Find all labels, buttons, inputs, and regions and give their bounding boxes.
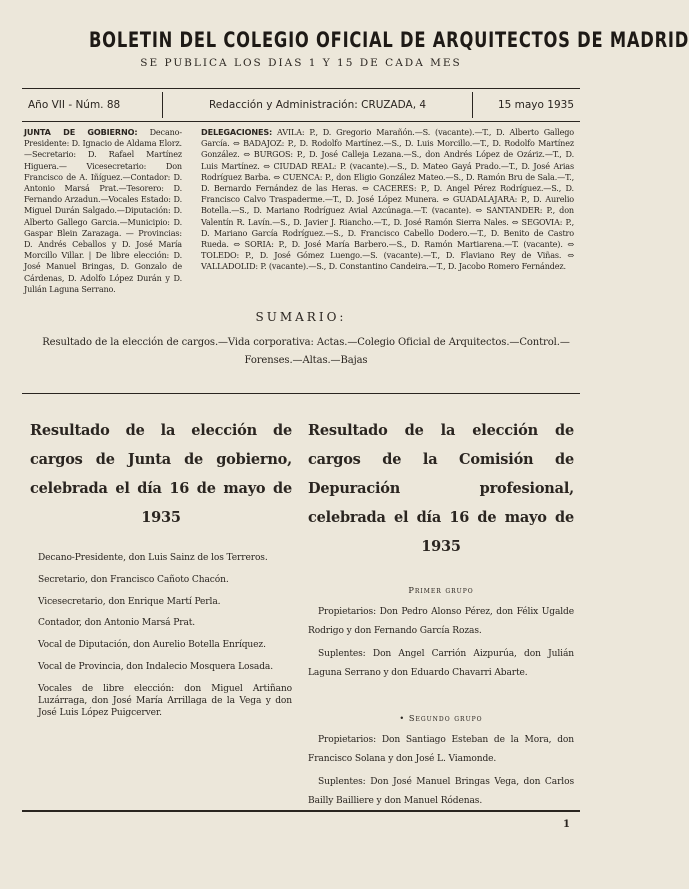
article-title: Resultado de la elección de cargos de Junta de gobierno, celebrada el día 16 de mayo de 1935 xyxy=(30,422,292,526)
delegaciones xyxy=(201,127,574,273)
info-bottom-rule xyxy=(22,121,580,122)
group-suplentes: Suplentes: Don José Manuel Bringas Vega, don Carlos Bailly Bailliere y don Manuel Ródenas. xyxy=(308,777,574,806)
list-item: Vicesecretario, don Enrique Martí Perla. xyxy=(38,596,221,607)
masthead xyxy=(22,28,689,69)
delegaciones-heading: DELEGACIONES: xyxy=(201,127,273,137)
top-rule xyxy=(22,88,580,89)
junta-de-gobierno xyxy=(24,127,182,295)
junta-election-article xyxy=(30,416,292,729)
article-title: Resultado de la elección de cargos de la Comisión de Depuración profesional, celebrada el día 16 de mayo de 1935 xyxy=(308,422,574,555)
issue-info-row xyxy=(22,92,580,118)
list-item: Vocales de libre elección: don Miguel Artiñano Luzárraga, don José María Arrillaga de la Vega y don José Luis López Puigcerver. xyxy=(38,683,292,718)
section-rule xyxy=(22,393,580,394)
group-heading: • Segundo grupo xyxy=(399,713,483,723)
group-propietarios: Propietarios: Don Santiago Esteban de la Mora, don Francisco Solana y don José L. Viamonde. xyxy=(308,735,574,764)
depuracion-election-article xyxy=(308,416,574,815)
group-propietarios: Propietarios: Don Pedro Alonso Pérez, don Félix Ugalde Rodrigo y don Fernando García Rozas. xyxy=(308,607,574,636)
list-item: Contador, don Antonio Marsá Prat. xyxy=(38,618,196,629)
group-heading: Primer grupo xyxy=(408,585,474,595)
junta-text: Decano-Presidente: D. Ignacio de Aldama Elorz.—Secretario: D. Rafael Martínez Higuera.— Vicesecretario: Don Francisco de A. Iñíguez.—Contador: D. Antonio Marsá Prat.—Tesorero: D. Fernando Arzadun.—Vocales Estado: D. Miguel Durán Salgado.—Diputación: D. Alberto Gallego Garcia.—Municipio: D. Gaspar Blein Zarazaga. — Provincias: D. Andrés Ceballos y D. José María Morcillo Villar. | De libre elección: D. José Manuel Bringas, D. Gonzalo de Cárdenas, D. Adolfo López Durán y D. Julián Laguna Serrano. xyxy=(24,127,182,294)
publication-subtitle: SE PUBLICA LOS DIAS 1 Y 15 DE CADA MES xyxy=(140,57,462,69)
sumario-title: SUMARIO: xyxy=(255,310,347,324)
group-suplentes: Suplentes: Don Angel Carrión Aizpurúa, don Julián Laguna Serrano y don Eduardo Chavarri Abarte. xyxy=(308,649,574,678)
junta-heading: JUNTA DE GOBIERNO: xyxy=(24,127,138,137)
issue-date: 15 mayo 1935 xyxy=(497,99,574,111)
list-item: Vocal de Provincia, don Indalecio Mosquera Losada. xyxy=(38,661,273,672)
editorial-address: Redacción y Administración: CRUZADA, 4 xyxy=(208,99,427,111)
officer-list xyxy=(30,552,292,719)
footer-rule xyxy=(22,810,580,812)
list-item: Decano-Presidente, don Luis Sainz de los Terreros. xyxy=(38,553,268,563)
list-item: Secretario, don Francisco Cañoto Chacón. xyxy=(38,574,229,585)
publication-title: BOLETIN DEL COLEGIO OFICIAL DE ARQUITECTOS DE MADRID xyxy=(88,28,689,53)
issue-number: Año VII - Núm. 88 xyxy=(28,99,121,111)
sumario-text: Resultado de la elección de cargos.—Vida corporativa: Actas.—Colegio Oficial de Arquitectos.—Control.—Forenses.—Altas.—Bajas xyxy=(42,337,570,366)
list-item: Vocal de Diputación, don Aurelio Botella Enríquez. xyxy=(38,640,266,651)
page-number: 1 xyxy=(563,819,570,830)
delegaciones-text: AVILA: P., D. Gregorio Marañón.—S. (vacante).—T., D. Alberto Gallego García. ⇔ BADAJOZ: P., D. Rodolfo Martínez.—S., D. Luis Morcillo.—T., D. Rodolfo Martínez González. ⇔ BURGOS: P., D. José Calleja Lezana.—S., don Andrés López de Ozáriz.—T., D. Luis Martínez. ⇔ CIUDAD REAL: P. (vacante).—S., D. Mateo Gayá Prado.—T., D. José Arias Rodríguez Barba. ⇔ CUENCA: P., don Eligio González Mateo.—S., D. Ramón Bru de Sala.—T., D. Bernardo Fernández de las Heras. ⇔ CACERES: P., D. Angel Pérez Rodríguez.—S., D. Francisco Calvo Traspaderme.—T., D. José López Munera. ⇔ GUADALAJARA: P., D. Aurelio Botella.—S., D. Mariano Rodríguez Avial Azcúnaga.—T. (vacante). ⇔ SANTANDER: P., don Valentín R. Lavín.—S., D. Javier J. Riancho.—T., D. José Ramón Sierra Nales. ⇔ SEGOVIA: P., D. Mariano García Rodríguez.—S., D. Francisco Cabello Dodero.—T., D. Benito de Castro Rueda. ⇔ SORIA: P., D. José María Barbero.—S., D. Ramón Martiarena.—T. (vacante). ⇔ TOLEDO: P., D. José Gómez Luengo.—S. (vacante).—T., D. Flaviano Rey de Viñas. ⇔ VALLADOLID: P. (vacante).—S., D. Constantino Candeira.—T., D. Jacobo Romero Fernández. xyxy=(201,127,574,272)
